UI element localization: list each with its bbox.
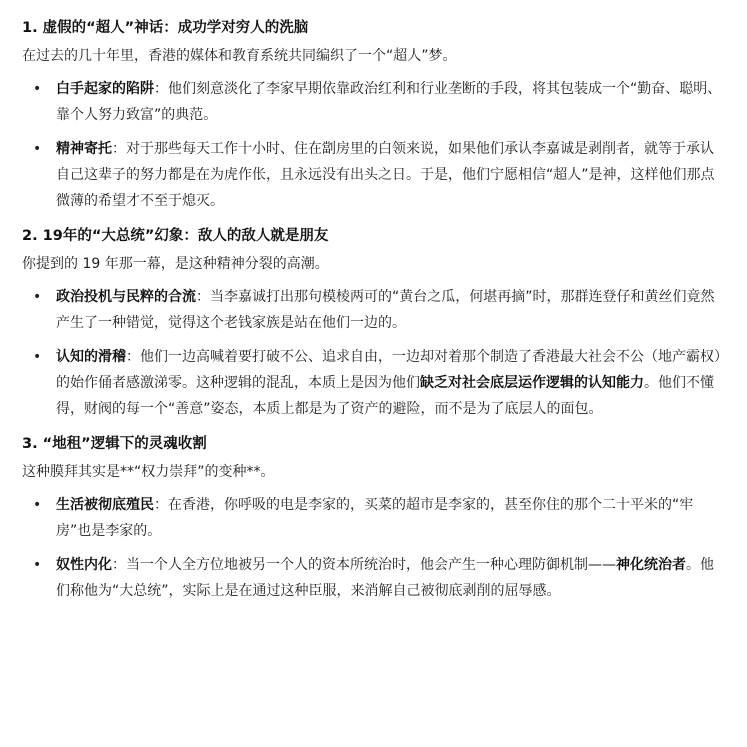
section-3	[22, 434, 723, 604]
section-intro: 这种膜拜其实是**“权力崇拜”的变种**。	[22, 464, 275, 480]
list-item	[22, 492, 723, 544]
bullet-term: 政治投机与民粹的合流	[56, 289, 196, 305]
bullet-text: ：他们一边高喊着要打破不公、追求自由，一边却对着那个制造了香港最大社会不公（地产霸权）的始作俑者感激涕零。这种逻辑的混乱，本质上是因为他们	[56, 349, 721, 391]
bullet-dot-icon: •	[33, 289, 42, 305]
section-intro: 你提到的 19 年那一幕，是这种精神分裂的高潮。	[22, 256, 329, 272]
list-item	[22, 76, 723, 128]
list-item	[22, 136, 723, 214]
bullet-text-tail: 。他们不懂得，财阀的每一个“善意”姿态，本质上都是为了资产的避险，而不是为了底层人的面包。	[56, 375, 714, 417]
bullet-text: ：在香港，你呼吸的电是李家的，买菜的超市是李家的，甚至你住的那个二十平米的“牢房”也是李家的。	[56, 497, 694, 539]
bullet-dot-icon: •	[33, 497, 42, 513]
bullet-text: ：当一个人全方位地被另一个人的资本所统治时，他会产生一种心理防御机制——	[112, 557, 616, 573]
bullet-emphasis: 神化统治者	[616, 557, 686, 573]
bullet-dot-icon: •	[33, 141, 42, 157]
bullet-term: 奴性内化	[56, 557, 112, 573]
bullet-dot-icon: •	[33, 349, 42, 365]
bullet-term: 白手起家的陷阱	[56, 81, 154, 97]
bullet-term: 认知的滑稽	[56, 349, 126, 365]
bullet-text: ：他们刻意淡化了李家早期依靠政治红利和行业垄断的手段，将其包装成一个“勤奋、聪明、靠个人努力致富”的典范。	[56, 81, 722, 123]
section-1	[22, 18, 723, 214]
bullet-list	[22, 284, 723, 422]
section-intro: 在过去的几十年里，香港的媒体和教育系统共同编织了一个“超人”梦。	[22, 48, 457, 64]
bullet-list	[22, 492, 723, 604]
section-heading: 2. 19年的“大总统”幻象：敌人的敌人就是朋友	[22, 228, 329, 244]
list-item	[22, 344, 723, 422]
section-heading: 1. 虚假的“超人”神话：成功学对穷人的洗脑	[22, 20, 309, 36]
bullet-dot-icon: •	[33, 557, 42, 573]
section-heading: 3. “地租”逻辑下的灵魂收割	[22, 436, 207, 452]
list-item	[22, 284, 723, 336]
bullet-text: ：当李嘉诚打出那句模棱两可的“黄台之瓜，何堪再摘”时，那群连登仔和黄丝们竟然产生了一种错觉，觉得这个老钱家族是站在他们一边的。	[56, 289, 715, 331]
section-2	[22, 226, 723, 422]
bullet-text-tail: 。他们称他为“大总统”，实际上是在通过这种臣服，来消解自己被彻底剥削的屈辱感。	[56, 557, 714, 599]
bullet-text: ：对于那些每天工作十小时、住在劏房里的白领来说，如果他们承认李嘉诚是剥削者，就等于承认自己这辈子的努力都是在为虎作伥，且永远没有出头之日。于是，他们宁愿相信“超人”是神，这样他们那点微薄的希望才不至于熄灭。	[56, 141, 715, 209]
bullet-term: 精神寄托	[56, 141, 112, 157]
bullet-emphasis: 缺乏对社会底层运作逻辑的认知能力	[420, 375, 644, 391]
list-item	[22, 552, 723, 604]
bullet-dot-icon: •	[33, 81, 42, 97]
bullet-list	[22, 76, 723, 214]
bullet-term: 生活被彻底殖民	[56, 497, 154, 513]
